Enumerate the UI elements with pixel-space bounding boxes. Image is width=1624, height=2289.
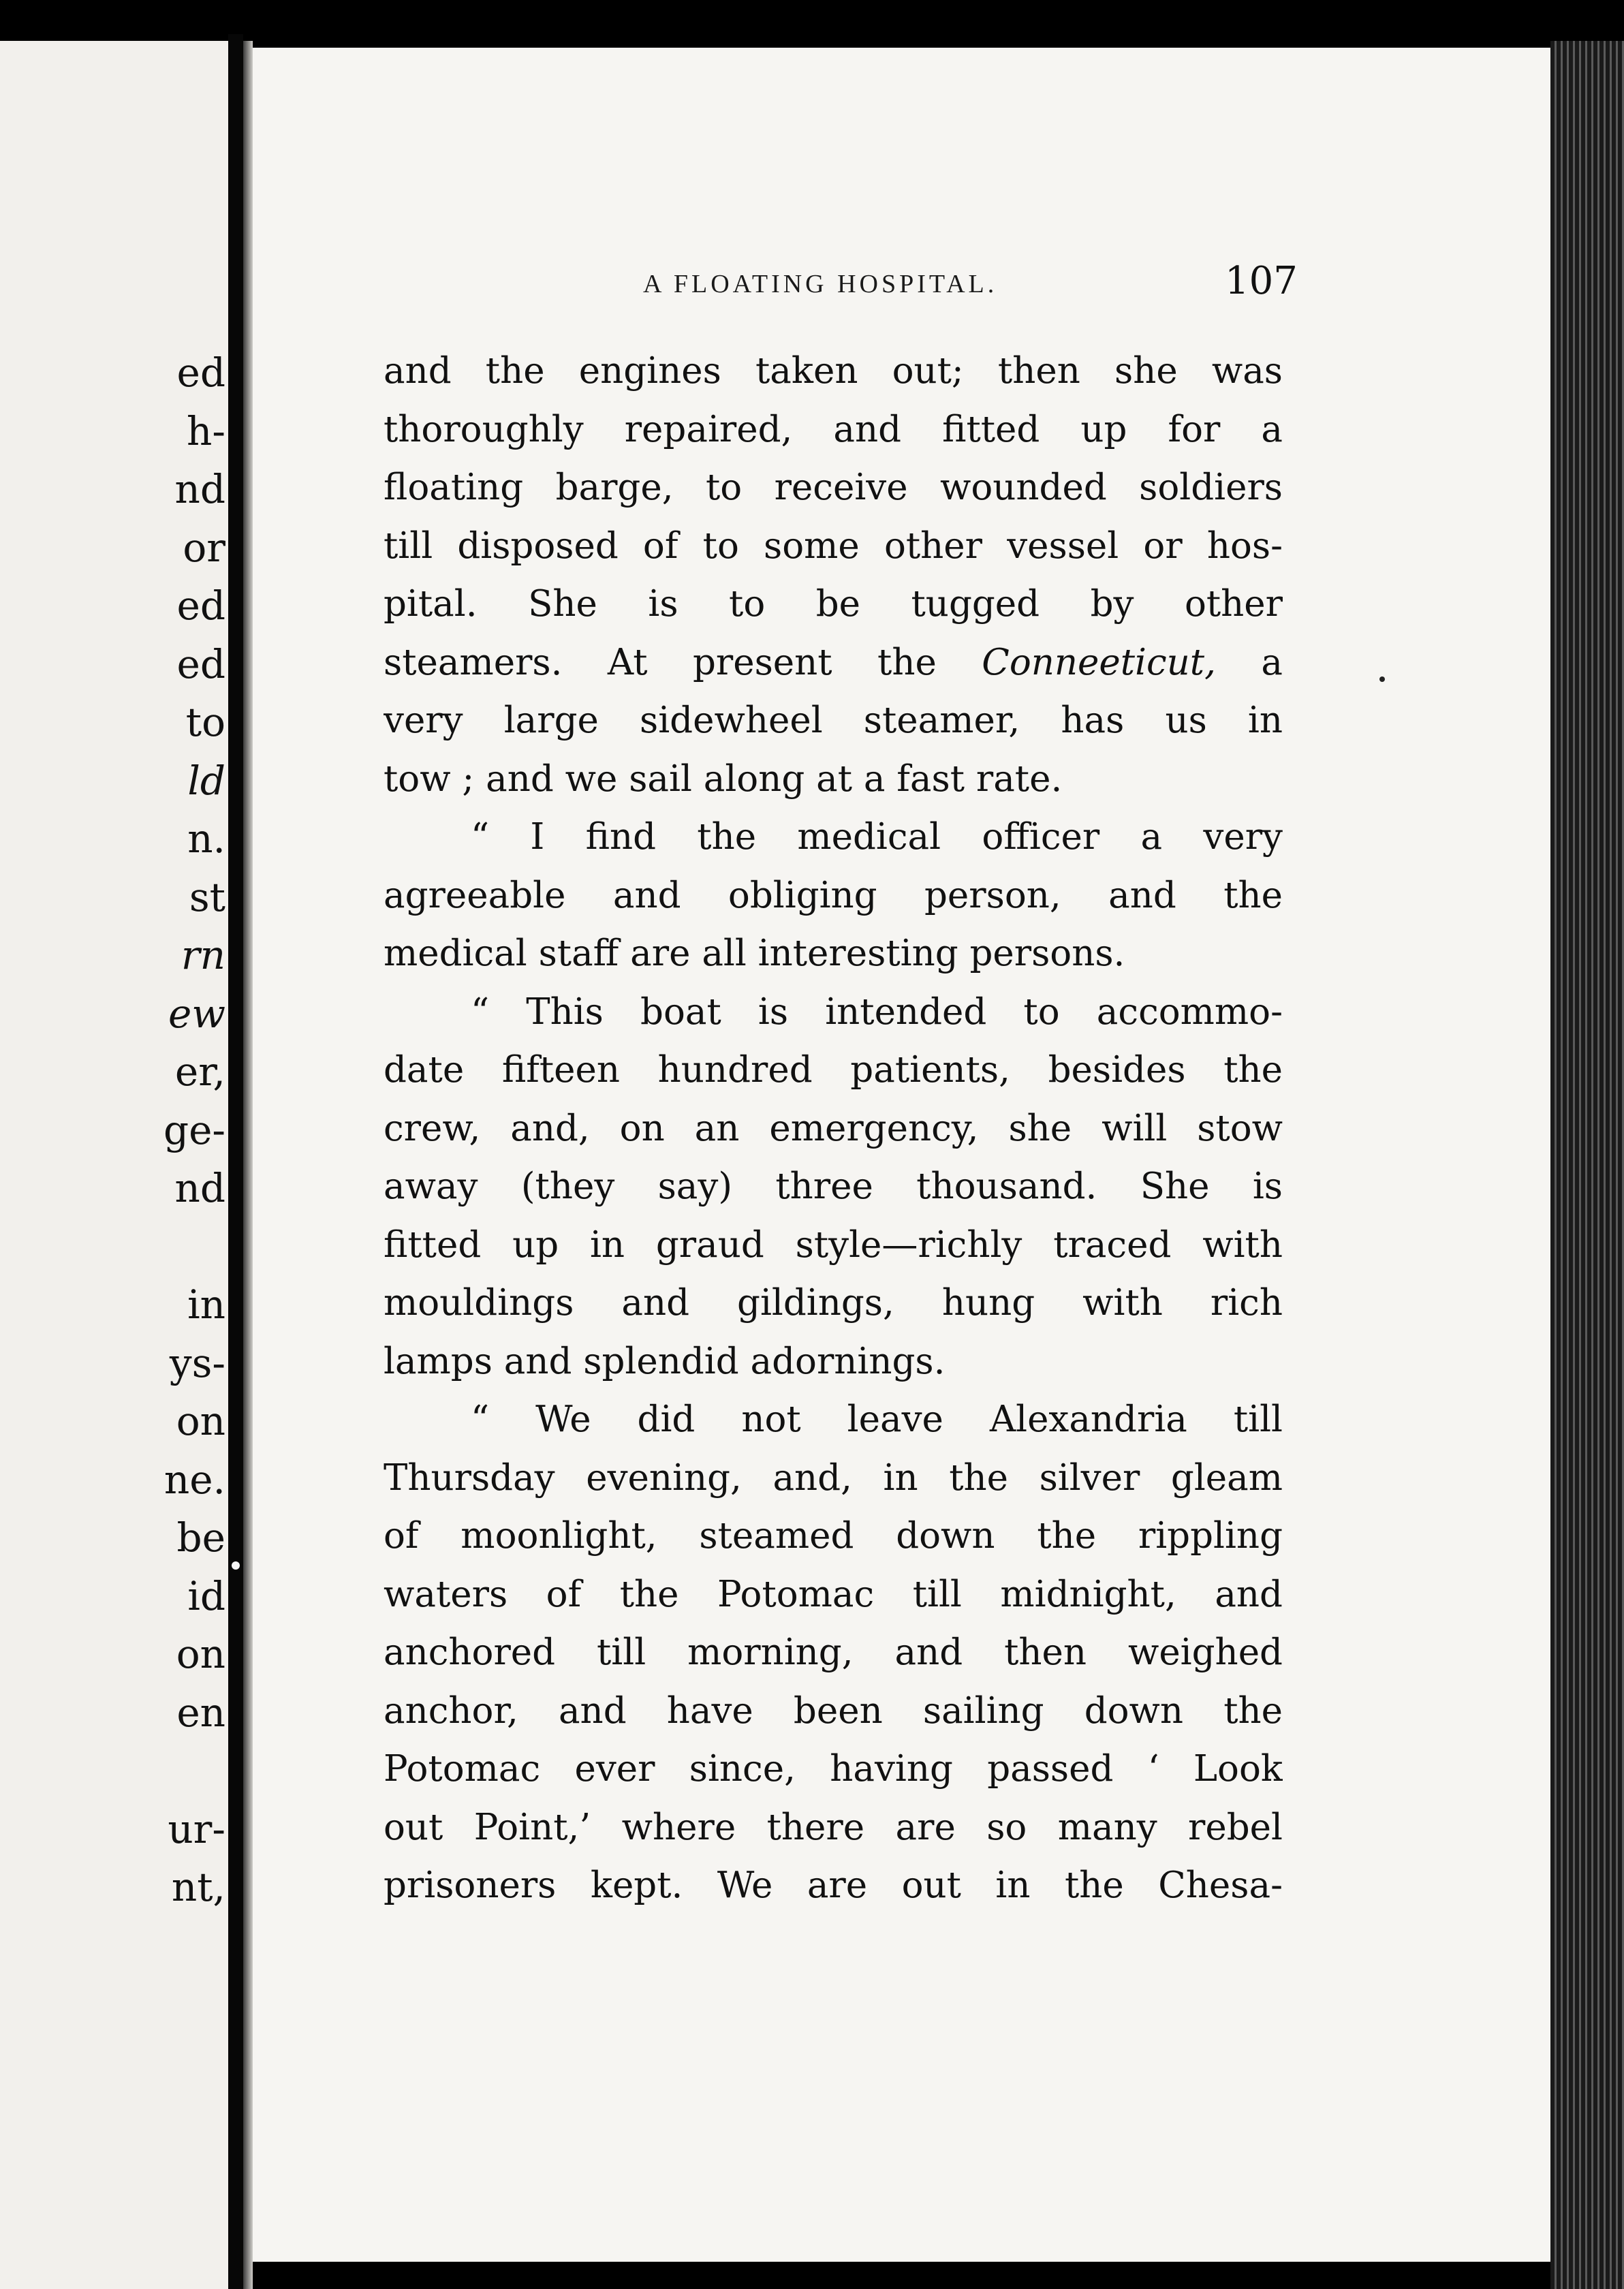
text-segment: a (1215, 641, 1283, 683)
left-page-fragment (0, 1742, 228, 1801)
left-page-fragment: en (176, 1689, 225, 1736)
body-text (384, 342, 1283, 1915)
page-number: 107 (1225, 259, 1298, 303)
left-page-fragment: rn (181, 932, 225, 978)
book-gutter (228, 34, 243, 2289)
text-line: very large sidewheel steamer, has us in (384, 700, 1283, 741)
text-line: pital. She is to be tugged by other (384, 583, 1283, 625)
text-line: thoroughly repaired, and fitted up for a (384, 408, 1283, 450)
text-line: and the engines taken out; then she was (384, 350, 1283, 392)
left-page-fragment: ge- (163, 1106, 225, 1153)
italic-ship-name: Conneeticut, (982, 641, 1216, 683)
left-page-fragment: in (187, 1281, 225, 1328)
text-line: mouldings and gildings, hung with rich (384, 1282, 1283, 1324)
text-line: away (they say) three thousand. She is (384, 1166, 1283, 1207)
left-page-fragment: ed (176, 582, 225, 629)
left-page-fragment: nd (174, 1165, 225, 1211)
running-head: A FLOATING HOSPITAL. (643, 270, 998, 298)
text-line: till disposed of to some other vessel or hos- (384, 525, 1283, 567)
left-page-fragment: ne. (163, 1456, 225, 1503)
left-page-fragment: n. (187, 815, 225, 862)
text-line: medical staff are all interesting persons. (384, 933, 1125, 974)
left-page-fragment (0, 1218, 228, 1277)
text-line: of moonlight, steamed down the rippling (384, 1515, 1283, 1557)
left-page-fragment: st (189, 873, 225, 920)
text-line: date fifteen hundred patients, besides the (384, 1049, 1283, 1091)
left-page-fragment: to (185, 699, 225, 745)
left-page-fragment: id (187, 1572, 225, 1619)
text-line: out Point,’ where there are so many rebel (384, 1806, 1283, 1848)
left-page-fragment: on (176, 1631, 225, 1677)
text-line: Thursday evening, and, in the silver gleam (384, 1457, 1283, 1499)
left-page-fragment: or (183, 524, 225, 571)
text-line: agreeable and obliging person, and the (384, 874, 1283, 916)
left-page-line-endings (0, 344, 228, 1917)
left-page-fragment: ur- (168, 1805, 225, 1852)
left-page-fragment: ew (168, 990, 225, 1037)
left-page-fragment: ld (187, 757, 225, 804)
text-line: fitted up in graud style—richly traced with (384, 1224, 1283, 1266)
text-line: “ I find the medical officer a very (471, 816, 1283, 858)
left-page-fragment: nt, (171, 1864, 225, 1910)
text-line: “ This boat is intended to accommo- (471, 991, 1283, 1033)
text-line: lamps and splendid adornings. (384, 1340, 946, 1382)
ink-speck (1379, 676, 1385, 682)
text-line: crew, and, on an emergency, she will stow (384, 1107, 1283, 1149)
text-line: tow ; and we sail along at a fast rate. (384, 758, 1063, 800)
text-line: Potomac ever since, having passed ‘ Look (384, 1748, 1283, 1790)
left-page-fragment: be (176, 1514, 225, 1561)
left-page-fragment: h- (187, 407, 225, 454)
text-line: “ We did not leave Alexandria till (471, 1399, 1283, 1440)
left-page-fragment: ys- (169, 1339, 225, 1386)
gutter-shadow (243, 41, 253, 2289)
text-line: anchored till morning, and then weighed (384, 1632, 1283, 1673)
left-page-fragment: ed (176, 640, 225, 687)
text-line: floating barge, to receive wounded soldiers (384, 467, 1283, 508)
left-page-fragment: ed (176, 349, 225, 396)
text-line: anchor, and have been sailing down the (384, 1690, 1283, 1732)
text-line: prisoners kept. We are out in the Chesa- (384, 1865, 1283, 1906)
left-page-fragment: on (176, 1398, 225, 1444)
left-page-fragment: nd (174, 466, 225, 512)
left-page-fragment: er, (174, 1048, 225, 1095)
text-line: waters of the Potomac till midnight, and (384, 1573, 1283, 1615)
page-edges (1550, 41, 1624, 2289)
ink-speck (232, 1561, 240, 1570)
text-segment: steamers. At present the (384, 641, 982, 683)
text-line (384, 634, 1283, 692)
